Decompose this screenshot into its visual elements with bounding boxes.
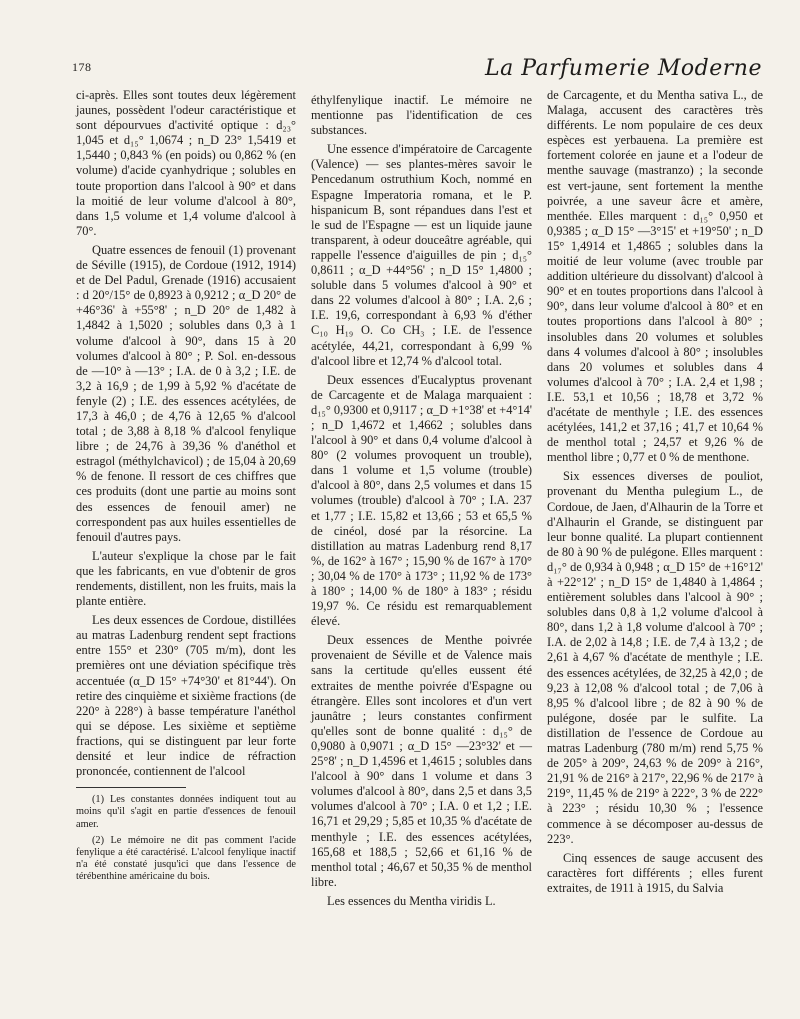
- paragraph: Les deux essences de Cordoue, distillées au matras Ladenburg rendent sept fractions entre 155° et 230° (705 m/m), dont les premières ont une déviation spécifique très accentuée (α_D 15° +74°30' et 81°44'). On retire des cinquième et sixième fractions (de 220° à 228°) à basse température l'anéthol qui se dépose. Les sixième et septième fractions, qui se distinguent par leur forte densité et leur indice de réfraction prononcée, contiennent de l'alcool: [76, 613, 296, 779]
- paragraph: de Carcagente, et du Mentha sativa L., de Malaga, accusent des caractères très différents. Le nom populaire de ces deux espèces est yerbauena. La première est fortement colorée en jaune et a l'odeur de menthe sauvage (mastranzo) ; la seconde est vert-jaune, sent fortement la menthe poivrée, a une saveur âcre et amère, menthée. Elles marquent : d₁₅° 0,950 et 0,9385 ; α_D 15° —3°15' et +19°50' ; n_D 15° 1,4914 et 1,4865 ; solubles dans la moitié de leur volume (avec trouble par addition ultérieure du dissolvant) d'alcool à 90° et en toutes proportions dans l'alcool à 90°, dans leur volume d'alcool à 80° et en toutes proportions dans l'alcool à 80° ; insolubles dans 20 volumes et solubles dans 4 volumes d'alcool à 80° ; insolubles dans 20 volumes et solubles dans 4 volumes d'alcool à 70° ; I.A. 2,4 et 1,98 ; I.E. 53,1 et 10,56 ; 18,78 et 3,72 % d'acétate de menthyle ; I.E. des essences acétylées, 141,2 et 37,16 ; 41,7 et 10,64 % de menthol total ; 24,57 et 9,26 % de menthol libre ; 0,77 et 0 % de menthone.: [547, 88, 763, 465]
- paragraph: ci-après. Elles sont toutes deux légèrement jaunes, possèdent l'odeur caractéristique et sont dépourvues d'activité optique : d₂₃° 1,045 et d₁₅° 1,0674 ; n_D 23° 1,5419 et 1,5440 ; 0,843 % (en poids) ou 0,862 % (en volume) d'acide cyanhydrique ; solubles en toute proportion dans l'alcool à 90° et dans la moitié de leur volume d'alcool à 80°, dans 1,5 volume et 1,4 volume d'alcool à 70°.: [76, 88, 296, 238]
- footnote: (1) Les constantes données indiquent tout au moins qu'il s'agit en partie d'essences de fenouil amer.: [76, 794, 296, 830]
- page-header: [72, 56, 762, 88]
- paragraph: Deux essences de Menthe poivrée provenaient de Séville et de Valence mais sans la certitude qu'elles eussent été extraites de menthe poivrée d'Espagne ou étrangère. Elles sont incolores et d'un vert jaunâtre ; leurs constantes confirment qu'elles sont de bonne qualité : d₁₅° de 0,9080 à 0,9071 ; α_D 15° —23°32' et —25°8' ; n_D 1,4596 et 1,4615 ; solubles dans l'alcool à 90° dans 1 volume et dans 3 volumes d'alcool à 80°, dans 2,5 et dans 3,5 volumes d'alcool à 70° ; I.A. 0 et 1,2 ; I.E. 16,71 et 29,29 ; 5,85 et 10,35 % d'acétate de menthyle ; I.E. des essences acétylées, 165,68 et 188,5 ; 52,66 et 61,16 % de menthol total ; 46,67 et 50,35 % de menthol libre.: [311, 633, 532, 889]
- paragraph: Deux essences d'Eucalyptus provenant de Carcagente et de Malaga marquaient : d₁₅° 0,9300 et 0,9117 ; α_D +1°38' et +4°14' ; n_D 1,4672 et 1,4662 ; solubles dans l'alcool à 90° et dans 0,4 volume d'alcool à 80° (2 volumes provoquent un trouble), dans 1 volume et 1,5 volume (trouble) d'alcool à 80°, dans 2,5 volumes et dans 15 volumes (trouble) d'alcool à 70° ; I.A. 237 et 1,77 ; I.E. 15,82 et 13,66 ; 53 et 65,5 % de cinéol, dosé par la résorcine. La distillation au matras Ladenburg rend 8,17 %, de 162° à 167° ; 15,90 % de 167° à 170° ; 30,04 % de 170° à 173° ; 11,92 % de 173° à 180° ; 14,00 % de 180° à 183° ; résidu 19,97 %. Ce résidu est remarquablement élevé.: [311, 372, 532, 629]
- paragraph: Une essence d'impératoire de Carcagente (Valence) — ses plantes-mères savoir le Pencedanum ostruthium Koch, nommé en Espagne Imperatoria romana, et le P. hispanicum B, sont répandues dans l'est et le sud de l'Espagne — est un liquide jaune transparent, à odeur douceâtre agréable, qui rappelle l'essence d'aiguilles de pin ; d₁₅° 0,8611 ; α_D +44°56' ; n_D 15° 1,4800 ; soluble dans 5 volumes d'alcool à 90° et dans 22 volumes d'alcool à 80° ; I.A. 2,6 ; I.E. 19,6, correspondant à 6,93 % d'éther C₁₀ H₁₉ O. Co CH₃ ; I.E. de l'essence acétylée, 44,21, correspondant à 6,99 % d'alcool libre et 12,74 % d'alcool total.: [311, 142, 532, 368]
- column-2: [311, 93, 532, 913]
- paragraph: Six essences diverses de pouliot, provenant du Mentha pulegium L., de Cordoue, de Jaen, d'Alhaurin de la Torre et d'Alhaurin el Grande, se distinguent par leur bonne qualité. La plupart contiennent de 80 à 90 % de pulégone. Elles marquent : d₁₇° de 0,934 à 0,948 ; α_D 15° de +16°12' à +22°12' ; n_D 15° de 1,4840 à 1,4864 ; entièrement solubles dans l'alcool à 90° ; solubles dans 0,8 à 1,2 volume d'alcool à 80°, dans 1,2 à 1,8 volume d'alcool à 70° ; I.A. de 2,02 à 14,8 ; I.E. de 7,4 à 13,2 ; de 2,61 à 4,67 % d'acétate de menthyle ; I.E. des essences acétylées, de 32,25 à 42,0 ; de 9,23 à 12,08 % d'alcool total ; de 7,06 à 8,95 % d'alcool libre ; de 82 à 90 % de pulégone, dosée par le sulfite. La distillation de l'essence de Cordoue au matras Ladenburg (780 m/m) rend 5,75 % de 205° à 209°, 24,63 % de 209° à 216°, 21,91 % de 216° à 217°, 22,96 % de 217° à 219°, 11,45 % de 219° à 222°, 3 % de 222° à 223° ; résidu 10,30 % ; l'essence commence à se décomposer au-dessus de 223°.: [547, 469, 763, 846]
- footnote-divider: [76, 787, 186, 788]
- paragraph: Quatre essences de fenouil (1) provenant de Séville (1915), de Cordoue (1912, 1914) et de Del Padul, Grenade (1916) accusaient : d 20°/15° de 0,8923 à 0,9212 ; α_D 20° de +46°36' à +55°8' ; n_D 20° de 1,482 à 1,4842 à 1,5020 ; solubles dans 0,3 à 1 volume d'alcool à 90°, dans 15 à 20 volumes d'alcool à 80° ; P. Sol. en-dessous de —10° à —13° ; I.A. de 0 à 3,2 ; I.E. de 3,2 à 16,9 ; de 1,99 à 5,92 % d'acétate de fenyle (2) ; I.E. des essences acétylées, de 17,3 à 46,0 ; de 4,76 à 12,65 % d'alcool total ; de 3,88 à 8,18 % d'alcool fenylique libre ; de 24,76 à 39,36 % d'anéthol et estragol (méthylchavicol) ; de 15,04 à 20,69 % de fenone. Il ressort de ces chiffres que ces produits (dont une partie au moins sont des essences de fenouil amer) ne correspondent pas aux huiles essentielles de fenouil d'autres pays.: [76, 242, 296, 544]
- journal-title: La Parfumerie Moderne: [484, 56, 762, 81]
- paragraph: éthylfenylique inactif. Le mémoire ne mentionne pas l'identification de ces substances.: [311, 93, 532, 138]
- footnote: (2) Le mémoire ne dit pas comment l'acide fenylique a été caractérisé. L'alcool fenylique inactif n'a été constaté jusqu'ici que dans l'essence de térébenthine américaine du bois.: [76, 834, 296, 883]
- page-number: 178: [72, 60, 92, 74]
- paragraph: L'auteur s'explique la chose par le fait que les fabricants, en vue d'obtenir de gros rendements, distillent, non les fruits, mais la plante entière.: [76, 548, 296, 609]
- column-1: [76, 88, 296, 888]
- paragraph: Cinq essences de sauge accusent des caractères fort différents ; elles furent extraites, de 1911 à 1915, du Salvia: [547, 850, 763, 895]
- column-3: [547, 88, 763, 900]
- paragraph: Les essences du Mentha viridis L.: [327, 893, 496, 908]
